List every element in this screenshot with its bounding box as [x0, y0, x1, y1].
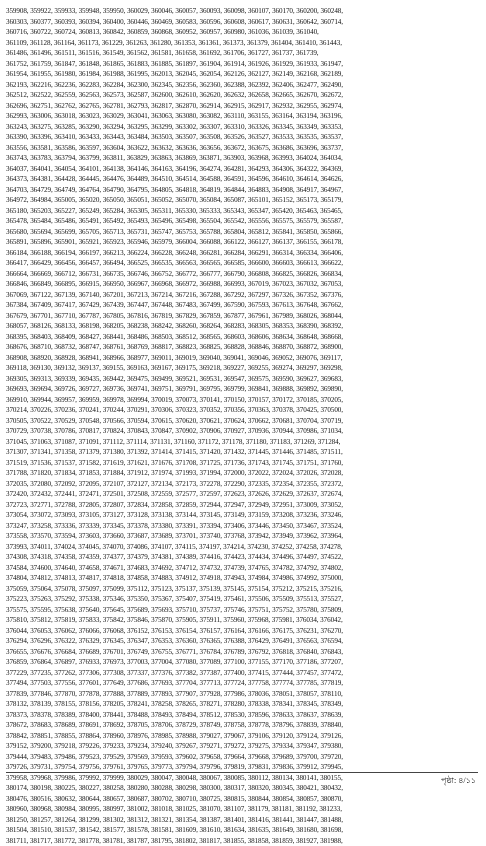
number-line: 362512, 362522, 362559, 362563, 362573, 362587, 362600, 362610, 362620, 362632, 362658, 362665, 362670, 362672, [6, 90, 478, 101]
number-line: 375575, 375595, 375638, 375640, 375645, 375689, 375693, 375710, 375737, 375746, 375751, 375752, 375780, 375809, [6, 605, 478, 616]
number-line: 366664, 366669, 366712, 366731, 366735, 366746, 366752, 366772, 366777, 366790, 366808, 366825, 366826, 366834, [6, 269, 478, 280]
roll-number-list [6, 6, 478, 846]
number-line: 374804, 374812, 374813, 374817, 374818, 374858, 374883, 374912, 374918, 374943, 374984, 374986, 374992, 375000, [6, 573, 478, 584]
number-line: 371788, 371820, 371834, 371853, 371884, 371912, 371974, 371993, 371994, 372000, 372022, 372024, 372026, 372028, [6, 468, 478, 479]
number-line: 362696, 362751, 362762, 362765, 362781, 362793, 362817, 362870, 362914, 362915, 362917, 362932, 362955, 362974, [6, 101, 478, 112]
number-line: 372035, 372080, 372092, 372095, 372107, 372127, 372134, 372173, 372278, 372290, 372335, 372354, 372355, 372372, [6, 479, 478, 490]
number-line: 373247, 373258, 373336, 373339, 373345, 373378, 373380, 373391, 373394, 373406, 373446, 373450, 373467, 373524, [6, 521, 478, 532]
number-line: 368057, 368126, 368133, 368198, 368205, 368238, 368242, 368260, 368264, 368283, 368305, 368353, 368390, 368392, [6, 321, 478, 332]
number-line: 370729, 370738, 370786, 370817, 370824, 370843, 370847, 370902, 370906, 370927, 370936, 370944, 370986, 371034, [6, 426, 478, 437]
number-line: 367069, 367122, 367139, 367140, 367201, 367213, 367214, 367216, 367288, 367292, 367297, 367326, 367352, 367376, [6, 290, 478, 301]
number-line: 364373, 364381, 364428, 364445, 364476, 364489, 364510, 364514, 364588, 364591, 364596, 364610, 364614, 364626, [6, 174, 478, 185]
number-line: 376655, 376676, 376684, 376689, 376701, 376749, 376755, 376771, 376784, 376789, 376792, 376818, 376840, 376843, [6, 647, 478, 658]
footer-rule [6, 772, 478, 773]
number-line: 381711, 381717, 381772, 381778, 381781, 381787, 381795, 381802, 381817, 381855, 381858, 381859, 381927, 381988, [6, 836, 478, 846]
number-line: 375059, 375064, 375078, 375097, 375099, 375112, 375123, 375137, 375139, 375145, 375154, 375212, 375215, 375216, [6, 584, 478, 595]
number-line: 376859, 376864, 376897, 376933, 376973, 377003, 377004, 377080, 377089, 377100, 377155, 377170, 377186, 377207, [6, 657, 478, 668]
number-line: 377229, 377235, 377262, 377306, 377308, 377337, 377376, 377382, 377387, 377400, 377415, 377444, 377457, 377472, [6, 668, 478, 679]
number-line: 373054, 373072, 373093, 373105, 373127, 373128, 373138, 373144, 373145, 373149, 373159, 373208, 373236, 373246, [6, 510, 478, 521]
number-line: 367679, 367701, 367710, 367787, 367805, 367816, 367819, 367829, 367859, 367877, 367961, 367989, 368026, 368044, [6, 311, 478, 322]
number-line: 381250, 381257, 381264, 381299, 381302, 381312, 381321, 381354, 381387, 381401, 381416, 381441, 381447, 381488, [6, 815, 478, 826]
number-line: 379726, 379731, 379754, 379756, 379761, 379765, 379773, 379794, 379796, 379819, 379831, 379836, 379912, 379945, [6, 762, 478, 773]
number-line: 380174, 380198, 380225, 380227, 380258, 380280, 380288, 380298, 380300, 380317, 380320, 380345, 380421, 380432, [6, 783, 478, 794]
number-line: 363390, 363396, 363410, 363433, 363443, 363484, 363503, 363507, 363508, 363526, 363527, 363533, 363535, 363537, [6, 132, 478, 143]
number-line: 360716, 360722, 360724, 360813, 360842, 360859, 360868, 360952, 360957, 360980, 361036, 361039, 361040, [6, 27, 478, 38]
number-line: 378842, 378851, 378855, 378864, 378960, 378976, 378985, 378988, 379027, 379067, 379106, 379120, 379124, 379126, [6, 731, 478, 742]
number-line: 368395, 368403, 368409, 368427, 368441, 368486, 368503, 368512, 368565, 368603, 368606, 368634, 368648, 368668, [6, 332, 478, 343]
number-line: 368676, 368710, 368732, 368747, 368761, 368769, 368817, 368823, 368825, 368828, 368846, 368870, 368872, 368900, [6, 342, 478, 353]
number-line: 366184, 366188, 366194, 366197, 366213, 366224, 366228, 366248, 366281, 366284, 366291, 366314, 366334, 366406, [6, 248, 478, 259]
number-line: 380476, 380516, 380632, 380644, 380657, 380687, 380702, 380710, 380725, 380815, 380844, 380854, 380857, 380870, [6, 794, 478, 805]
number-line: 372420, 372432, 372441, 372471, 372501, 372508, 372559, 372577, 372597, 372623, 372626, 372629, 372637, 372674, [6, 489, 478, 500]
number-line: 374308, 374318, 374358, 374359, 374377, 374379, 374381, 374389, 374416, 374423, 374434, 374496, 374497, 374522, [6, 552, 478, 563]
number-line: 370505, 370522, 370529, 370548, 370566, 370594, 370615, 370620, 370621, 370624, 370662, 370681, 370704, 370719, [6, 416, 478, 427]
number-line: 373558, 373570, 373594, 373603, 373660, 373687, 373689, 373701, 373740, 373768, 373942, 373949, 373962, 373964, [6, 531, 478, 542]
number-line: 371307, 371341, 371358, 371379, 371380, 371392, 371414, 371415, 371420, 371432, 371445, 371446, 371485, 371511, [6, 447, 478, 458]
number-line: 365680, 365694, 365699, 365705, 365713, 365731, 365747, 365753, 365788, 365804, 365812, 365841, 365850, 365866, [6, 227, 478, 238]
number-line: 378373, 378378, 378389, 378400, 378441, 378488, 378493, 378494, 378512, 378530, 378596, 378633, 378637, 378639, [6, 710, 478, 721]
number-line: 381504, 381510, 381537, 381542, 381577, 381578, 381581, 381609, 381610, 381634, 381635, 381649, 381680, 381698, [6, 825, 478, 836]
number-line: 375810, 375812, 375819, 375833, 375842, 375846, 375870, 375905, 375911, 375960, 375968, 375981, 376034, 376042, [6, 615, 478, 626]
number-line: 369910, 369944, 369957, 369959, 369978, 369994, 370019, 370073, 370141, 370150, 370157, 370172, 370185, 370205, [6, 395, 478, 406]
number-line: 359908, 359922, 359933, 359948, 359950, 360029, 360046, 360057, 360093, 360098, 360107, 360170, 360200, 360248, [6, 6, 478, 17]
number-line: 376044, 376053, 376062, 376066, 376068, 376152, 376153, 376154, 376157, 376164, 376166, 376175, 376231, 376270, [6, 626, 478, 637]
number-line: 362993, 363006, 363018, 363023, 363029, 363041, 363063, 363080, 363082, 363110, 363155, 363164, 363194, 363196, [6, 111, 478, 122]
number-line: 379152, 379200, 379218, 379226, 379233, 379234, 379240, 379267, 379271, 379272, 379275, 379334, 379347, 379380, [6, 741, 478, 752]
number-line: 364703, 364729, 364749, 364764, 364790, 364795, 364805, 364818, 364819, 364844, 364883, 364908, 364917, 364967, [6, 185, 478, 196]
number-line: 371519, 371536, 371537, 371582, 371619, 371621, 371676, 371708, 371725, 371736, 371743, 371745, 371751, 371760, [6, 458, 478, 469]
number-line: 372723, 372771, 372788, 372805, 372807, 372834, 372858, 372859, 372944, 372947, 372949, 372951, 373009, 373052, [6, 500, 478, 511]
page-number: পৃষ্ঠা: ৪/১১ [441, 776, 476, 786]
number-line: 361752, 361759, 361847, 361848, 361865, 361883, 361885, 361897, 361904, 361914, 361926, 361929, 361933, 361947, [6, 59, 478, 70]
number-line: 375223, 375263, 375292, 375338, 375346, 375350, 375367, 375407, 375419, 375461, 375506, 375509, 375513, 375527, [6, 594, 478, 605]
number-line: 370214, 370226, 370236, 370241, 370244, 370291, 370306, 370323, 370352, 370356, 370363, 370378, 370425, 370500, [6, 405, 478, 416]
number-line: 366417, 366429, 366456, 366457, 366494, 366525, 366535, 366563, 366565, 366585, 366600, 366603, 366613, 366622, [6, 258, 478, 269]
number-line: 361954, 361955, 361980, 361984, 361988, 361995, 362013, 362045, 362054, 362126, 362127, 362149, 362168, 362189, [6, 69, 478, 80]
number-line: 365478, 365484, 365486, 365491, 365492, 365493, 365496, 365498, 365504, 365542, 365556, 365575, 365579, 365587, [6, 216, 478, 227]
number-line: 377839, 377846, 377870, 377878, 377888, 377889, 377893, 377907, 377928, 377986, 378036, 378051, 378057, 378110, [6, 689, 478, 700]
number-line: 368908, 368920, 368928, 368941, 368966, 368977, 369011, 369019, 369040, 369041, 369046, 369052, 369076, 369117, [6, 353, 478, 364]
number-line: 363556, 363581, 363586, 363597, 363604, 363622, 363632, 363636, 363656, 363672, 363675, 363686, 363696, 363737, [6, 143, 478, 154]
number-line: 360303, 360377, 360393, 360394, 360400, 360446, 360469, 360583, 360596, 360608, 360617, 360631, 360642, 360714, [6, 17, 478, 28]
number-line: 366846, 366849, 366895, 366915, 366950, 366967, 366968, 366972, 366988, 366993, 367019, 367023, 367032, 367053, [6, 279, 478, 290]
number-line: 361486, 361496, 361511, 361516, 361549, 361562, 361581, 361658, 361692, 361706, 361727, 361737, 361739, [6, 48, 478, 59]
number-line: 364037, 364041, 364054, 364101, 364138, 364146, 364163, 364196, 364274, 364281, 364293, 364306, 364322, 364369, [6, 164, 478, 175]
number-line: 377494, 377503, 377556, 377601, 377649, 377686, 377693, 377704, 377713, 377724, 377758, 377774, 377785, 377819, [6, 678, 478, 689]
number-line: 367384, 367409, 367417, 367429, 367439, 367447, 367448, 367483, 367499, 367590, 367593, 367613, 367648, 367662, [6, 300, 478, 311]
number-line: 369693, 369694, 369726, 369727, 369736, 369741, 369751, 369791, 369795, 369799, 369841, 369888, 369892, 369890, [6, 384, 478, 395]
number-line: 362193, 362216, 362236, 362283, 362284, 362300, 362345, 362356, 362360, 362388, 362392, 362406, 362477, 362490, [6, 80, 478, 91]
number-line: 378132, 378139, 378155, 378156, 378205, 378241, 378258, 378265, 378271, 378280, 378338, 378341, 378345, 378349, [6, 699, 478, 710]
number-line: 365891, 365896, 365901, 365921, 365923, 365946, 365979, 366004, 366088, 366122, 366127, 366137, 366155, 366178, [6, 237, 478, 248]
number-line: 373993, 374011, 374024, 374045, 374070, 374086, 374107, 374115, 374197, 374214, 374230, 374252, 374258, 374278, [6, 542, 478, 553]
number-line: 369305, 369313, 369339, 369435, 369442, 369475, 369499, 369521, 369531, 369547, 369575, 369590, 369627, 369683, [6, 374, 478, 385]
number-line: 379444, 379483, 379486, 379523, 379529, 379569, 379593, 379602, 379658, 379664, 379668, 379689, 379700, 379720, [6, 752, 478, 763]
number-line: 364972, 364984, 365005, 365020, 365050, 365051, 365052, 365070, 365084, 365087, 365101, 365152, 365173, 365179, [6, 195, 478, 206]
number-line: 363243, 363275, 363285, 363290, 363294, 363295, 363299, 363302, 363307, 363310, 363326, 363345, 363349, 363353, [6, 122, 478, 133]
number-line: 369118, 369130, 369132, 369137, 369155, 369163, 369167, 369175, 369218, 369227, 369255, 369274, 369297, 369298, [6, 363, 478, 374]
number-line: 361109, 361128, 361164, 361173, 361229, 361263, 361280, 361353, 361361, 361373, 361379, 361404, 361410, 361443, [6, 38, 478, 49]
number-line: 374584, 374600, 374640, 374658, 374671, 374683, 374692, 374712, 374732, 374739, 374765, 374782, 374792, 374802, [6, 563, 478, 574]
number-line: 376294, 376296, 376322, 376329, 376345, 376347, 376353, 376360, 376365, 376388, 376429, 376491, 376563, 376594, [6, 636, 478, 647]
number-line: 378672, 378683, 378689, 378691, 378692, 378705, 378706, 378729, 378749, 378758, 378778, 378796, 378839, 378840, [6, 720, 478, 731]
number-line: 363743, 363783, 363794, 363799, 363811, 363829, 363863, 363869, 363871, 363903, 363968, 363993, 364024, 364034, [6, 153, 478, 164]
number-line: 365180, 365203, 365227, 365249, 365284, 365305, 365311, 365330, 365333, 365343, 365347, 365420, 365463, 365465, [6, 206, 478, 217]
number-line: 380960, 380968, 380984, 380995, 380997, 381002, 381018, 381025, 381070, 381107, 381179, 381181, 381192, 381233, [6, 804, 478, 815]
number-line: 379958, 379968, 379986, 379992, 379999, 380029, 380047, 380048, 380067, 380085, 380112, 380134, 380141, 380155, [6, 773, 478, 784]
number-line: 371045, 371063, 371087, 371091, 371112, 371114, 371131, 371160, 371172, 371178, 371180, 371183, 371269, 371284, [6, 437, 478, 448]
